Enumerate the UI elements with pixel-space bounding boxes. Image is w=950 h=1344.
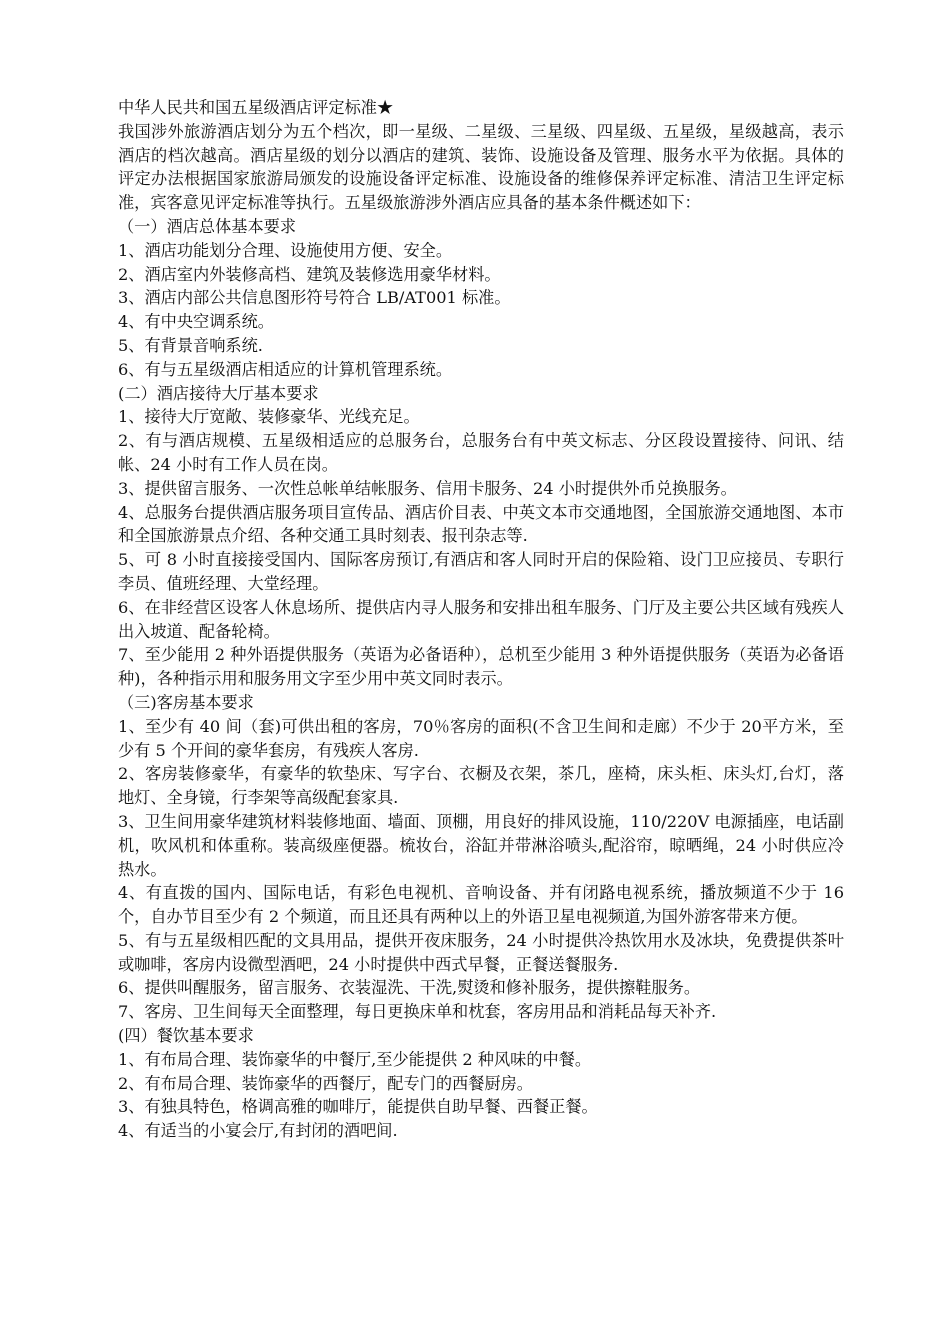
section-heading: （一）酒店总体基本要求 xyxy=(118,216,297,236)
list-item: 1、接待大厅宽敞、装修豪华、光线充足。 xyxy=(118,407,420,427)
list-item: 4、有直拨的国内、国际电话，有彩色电视机、音响设备、并有闭路电视系统，播放频道不少于 16 个，自办节目至少有 2 个频道，而且还具有两种以上的外语卫星电视频道,为国外游客带来方便。 xyxy=(118,883,844,927)
list-item: 5、可 8 小时直接接受国内、国际客房预订,有酒店和客人同时开启的保险箱、设门卫应接员、专职行李员、值班经理、大堂经理。 xyxy=(118,550,844,593)
list-item: 2、有布局合理、装饰豪华的西餐厅，配专门的西餐厨房。 xyxy=(118,1073,533,1093)
list-item: 5、有背景音响系统. xyxy=(118,335,263,355)
list-item: 1、至少有 40 间（套)可供出租的客房，70％客房的面积(不含卫生间和走廊）不少于 20平方米，至少有 5 个开间的豪华套房，有残疾人客房. xyxy=(118,716,844,760)
section-rooms xyxy=(118,691,844,1024)
list-item: 2、酒店室内外装修高档、建筑及装修选用豪华材料。 xyxy=(118,264,501,284)
list-item: 5、有与五星级相匹配的文具用品，提供开夜床服务，24 小时提供冷热饮用水及冰块，免费提供茶叶或咖啡，客房内设微型酒吧，24 小时提供中西式早餐，正餐送餐服务. xyxy=(118,930,844,974)
list-item: 3、提供留言服务、一次性总帐单结帐服务、信用卡服务、24 小时提供外币兑换服务。 xyxy=(118,478,737,498)
list-item: 7、客房、卫生间每天全面整理，每日更换床单和枕套，客房用品和消耗品每天补齐. xyxy=(118,1002,717,1022)
document-title: 中华人民共和国五星级酒店评定标准★ xyxy=(118,98,394,117)
document-body xyxy=(118,96,844,1143)
list-item: 4、有中央空调系统。 xyxy=(118,312,274,332)
list-item: 2、客房装修豪华，有豪华的软垫床、写字台、衣橱及衣架，茶几，座椅，床头柜、床头灯,台灯，落地灯、全身镜，行李架等高级配套家具. xyxy=(118,764,844,808)
list-item: 2、有与酒店规模、五星级相适应的总服务台，总服务台有中英文标志、分区段设置接待、问讯、结帐、24 小时有工作人员在岗。 xyxy=(118,431,844,474)
list-item: 6、提供叫醒服务，留言服务、衣装湿洗、干洗,熨烫和修补服务，提供擦鞋服务。 xyxy=(118,978,701,998)
list-item: 3、酒店内部公共信息图形符号符合 LB/AT001 标准。 xyxy=(118,288,511,308)
intro-paragraph: 我国涉外旅游酒店划分为五个档次，即一星级、二星级、三星级、四星级、五星级，星级越高，表示酒店的档次越高。酒店星级的划分以酒店的建筑、装饰、设施设备及管理、服务水平为依据。具体的评定办法根据国家旅游局颁发的设施设备评定标准、设施设备的维修保养评定标准、清洁卫生评定标准，宾客意见评定标准等执行。五星级旅游涉外酒店应具备的基本条件概述如下： xyxy=(118,121,844,213)
section-heading: （三)客房基本要求 xyxy=(118,692,254,712)
section-general xyxy=(118,215,844,382)
list-item: 3、卫生间用豪华建筑材料装修地面、墙面、顶棚，用良好的排风设施，110/220V 电源插座，电话副机，吹风机和体重称。装高级座便器。梳妆台，浴缸并带淋浴喷头,配浴帘，晾晒绳，24 小时供应冷热水。 xyxy=(118,811,844,879)
list-item: 3、有独具特色，格调高雅的咖啡厅，能提供自助早餐、西餐正餐。 xyxy=(118,1097,598,1117)
list-item: 1、有布局合理、装饰豪华的中餐厅,至少能提供 2 种风味的中餐。 xyxy=(118,1049,592,1069)
section-lobby xyxy=(118,382,844,691)
section-heading: (二）酒店接待大厅基本要求 xyxy=(118,383,319,403)
list-item: 1、酒店功能划分合理、设施使用方便、安全。 xyxy=(118,240,453,260)
section-heading: (四）餐饮基本要求 xyxy=(118,1026,254,1046)
list-item: 6、在非经营区设客人休息场所、提供店内寻人服务和安排出租车服务、门厅及主要公共区域有残疾人出入坡道、配备轮椅。 xyxy=(118,597,844,641)
list-item: 4、有适当的小宴会厅,有封闭的酒吧间. xyxy=(118,1121,398,1141)
section-dining xyxy=(118,1024,844,1143)
list-item: 6、有与五星级酒店相适应的计算机管理系统。 xyxy=(118,359,453,379)
list-item: 7、至少能用 2 种外语提供服务（英语为必备语种），总机至少能用 3 种外语提供服务（英语为必备语种)，各种指示用和服务用文字至少用中英文同时表示。 xyxy=(118,645,844,689)
list-item: 4、总服务台提供酒店服务项目宣传品、酒店价目表、中英文本市交通地图，全国旅游交通地图、本市和全国旅游景点介绍、各种交通工具时刻表、报刊杂志等. xyxy=(118,502,844,546)
